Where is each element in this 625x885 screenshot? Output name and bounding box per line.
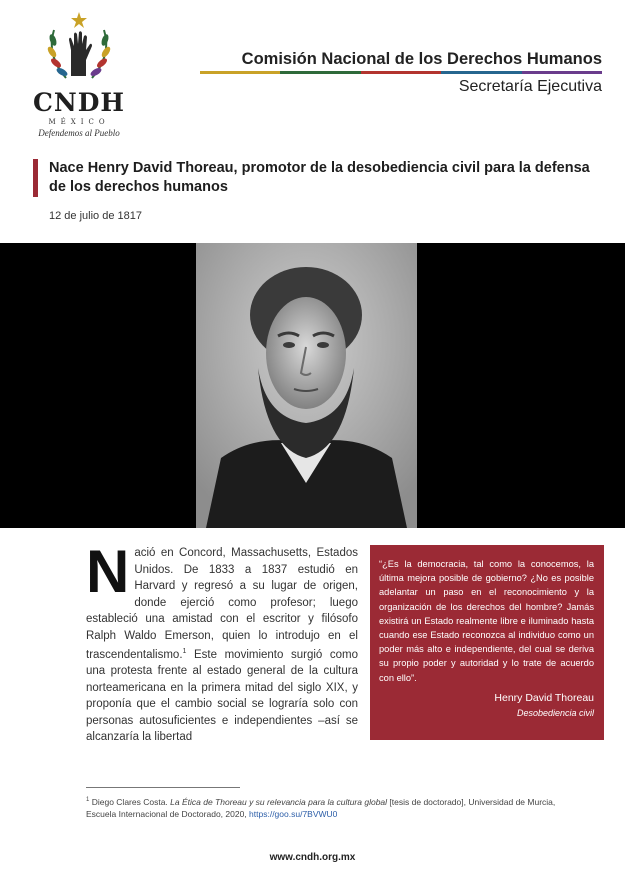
color-segment xyxy=(361,71,441,74)
footnote-link[interactable]: https://goo.su/7BVWU0 xyxy=(249,809,338,820)
header-color-bar xyxy=(200,71,602,74)
color-segment xyxy=(200,71,280,74)
body-text-end: Este movimiento surgió como una protesta frente al estado general de la cultura norteamericana en la primera mitad del siglo XIX, y proponía que el cambio social se lograría solo con personas autosuficientes e independientes –así se alcanzaría la libertad xyxy=(86,648,358,744)
footnote-rest: [tesis de doctorado], Universidad de Murcia, Escuela Internacional de Doctorado, 2020, xyxy=(86,796,556,820)
hand-emblem-icon xyxy=(44,10,114,88)
photo-band xyxy=(0,243,625,528)
quote-work: Desobediencia civil xyxy=(516,707,594,718)
body-text-start: ació en Concord, Massachusetts, Estados Unidos. De 1833 a 1837 estudió en Harvard y regresó a su lugar de origen, donde ejerció como profesor; luego estableció una amistad con el escritor y filósofo Ralph Waldo Emerson, quien lo introdujo en el trascendentalismo. xyxy=(86,547,358,661)
logo-motto: Defendemos al Pueblo xyxy=(38,128,120,138)
logo-country: MÉXICO xyxy=(48,118,110,126)
quote-author: Henry David Thoreau xyxy=(494,691,594,704)
header-title: Comisión Nacional de los Derechos Humanos xyxy=(241,50,602,68)
article-date: 12 de julio de 1817 xyxy=(49,210,142,222)
footnote-divider xyxy=(86,787,240,788)
quote-box xyxy=(370,545,604,740)
color-segment xyxy=(441,71,521,74)
color-segment xyxy=(280,71,360,74)
article-body xyxy=(86,545,358,745)
quote-text: “¿Es la democracia, tal como la conocemos, la última mejora posible de gobierno? ¿No es posible adelantar un paso en el reconocimiento y la organización de los derechos del hombre? Jamás existirá un Estado realmente libre e iluminado hasta cuando ese Estado reconozca al individuo como un poder más alto e independiente, del cual se deriva su propio poder y autoridad y lo trate de acuerdo con ello”. xyxy=(379,559,594,683)
footnote-reference: 1 xyxy=(182,648,187,655)
cndh-logo xyxy=(20,10,138,140)
footnote-author: Diego Clares Costa. xyxy=(91,796,168,807)
title-accent-bar xyxy=(33,159,38,197)
footnote-number: 1 xyxy=(86,797,90,803)
portrait-photo xyxy=(196,243,417,528)
website-link[interactable]: www.cndh.org.mx xyxy=(269,852,356,863)
color-segment xyxy=(522,71,602,74)
article-title: Nace Henry David Thoreau, promotor de la desobediencia civil para la defensa de los derechos humanos xyxy=(49,160,590,195)
footnote xyxy=(86,794,556,821)
drop-cap: N xyxy=(86,545,130,605)
logo-acronym: CNDH xyxy=(32,88,126,117)
header-subtitle: Secretaría Ejecutiva xyxy=(458,78,602,95)
footnote-title: La Ética de Thoreau y su relevancia para la cultura global xyxy=(170,796,388,807)
